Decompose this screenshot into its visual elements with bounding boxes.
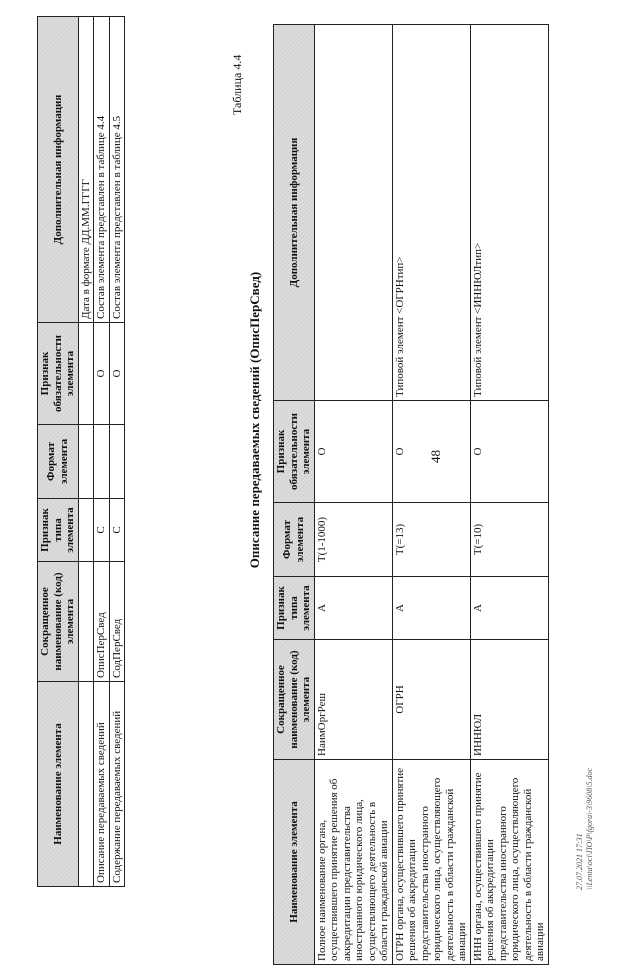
column-header: Формат элемента <box>274 503 315 577</box>
column-header: Признак обязательности элемента <box>274 401 315 503</box>
table-cell <box>78 562 94 682</box>
table-cell: Содержание передаваемых сведений <box>109 682 125 887</box>
table-4-4 <box>273 24 549 965</box>
table-cell: Состав элемента представлен в таблице 4.4 <box>94 17 110 323</box>
table-cell <box>109 425 125 499</box>
table-cell <box>78 499 94 562</box>
column-header: Сокращенное наименование (код) элемента <box>38 562 79 682</box>
table-cell: Типовой элемент <ОГРНтип> <box>392 25 470 401</box>
table-cell: ИНН органа, осуществившего принятие решения об аккредитации представительства иностранного юридического лица, осуществляющего деятельность в области гражданской авиации <box>470 760 548 965</box>
table-row <box>109 17 125 887</box>
column-header: Признак типа элемента <box>38 499 79 562</box>
table-row <box>314 25 392 965</box>
table-cell: О <box>392 401 470 503</box>
table-cell: Дата в формате ДД.ММ.ГГГГ <box>78 17 94 323</box>
table-cell: А <box>392 577 470 640</box>
table-cell: Описание передаваемых сведений <box>94 682 110 887</box>
page-number: 48 <box>428 450 443 463</box>
rotated-page <box>15 25 625 961</box>
table-cell: С <box>109 499 125 562</box>
table-cell: О <box>314 401 392 503</box>
table-cell: О <box>470 401 548 503</box>
table-cell: СодПерСвед <box>109 562 125 682</box>
column-header: Признак типа элемента <box>274 577 315 640</box>
table-cell: ОГРН органа, осуществившего принятие решения об аккредитации представительства иностранного юридического лица, осуществляющего деятельность в области гражданской авиации <box>392 760 470 965</box>
column-header: Признак обязательности элемента <box>38 323 79 425</box>
table-cell: ОГРН <box>392 640 470 760</box>
table-continued <box>37 16 125 887</box>
table-cell <box>78 323 94 425</box>
table-cell: T(1-1000) <box>314 503 392 577</box>
table-cell: О <box>94 323 110 425</box>
column-header: Дополнительная информация <box>274 25 315 401</box>
table-cell: ИННЮЛ <box>470 640 548 760</box>
table-row <box>392 25 470 965</box>
table-cell <box>94 425 110 499</box>
table-header-row <box>274 25 315 965</box>
table-row <box>470 25 548 965</box>
table-cell: А <box>470 577 548 640</box>
table-cell <box>78 682 94 887</box>
file-footer <box>575 590 595 890</box>
table-cell: ОписПерСвед <box>94 562 110 682</box>
column-header: Формат элемента <box>38 425 79 499</box>
table-label: Таблица 4.4 <box>230 54 244 115</box>
column-header: Наименование элемента <box>274 760 315 965</box>
table-cell: А <box>314 577 392 640</box>
table-cell: НаимОргРеш <box>314 640 392 760</box>
table-cell: T(=10) <box>470 503 548 577</box>
footer-timestamp: 27.07.2021 17:31 <box>575 833 584 890</box>
column-header: Наименование элемента <box>38 682 79 887</box>
table-cell: Состав элемента представлен в таблице 4.5 <box>109 17 125 323</box>
table-row <box>78 17 94 887</box>
table-header-row <box>38 17 79 887</box>
table-cell <box>314 25 392 401</box>
table-cell: T(=13) <box>392 503 470 577</box>
table-row <box>94 17 110 887</box>
column-header: Дополнительная информация <box>38 17 79 323</box>
column-header: Сокращенное наименование (код) элемента <box>274 640 315 760</box>
table-cell: Полное наименование органа, осуществившего принятие решения об аккредитации представительства иностранного юридического лица, осуществляющего деятельность в области гражданской авиации <box>314 760 392 965</box>
footer-file-path: \\Lenta\oci\ПО\Р\fgora\-3\9608\5.doc <box>585 768 594 890</box>
table-title: Описание передаваемых сведений (ОписПерСвед) <box>247 271 262 569</box>
table-cell: О <box>109 323 125 425</box>
table-cell: Типовой элемент <ИННЮЛтип> <box>470 25 548 401</box>
table-cell: С <box>94 499 110 562</box>
table-cell <box>78 425 94 499</box>
